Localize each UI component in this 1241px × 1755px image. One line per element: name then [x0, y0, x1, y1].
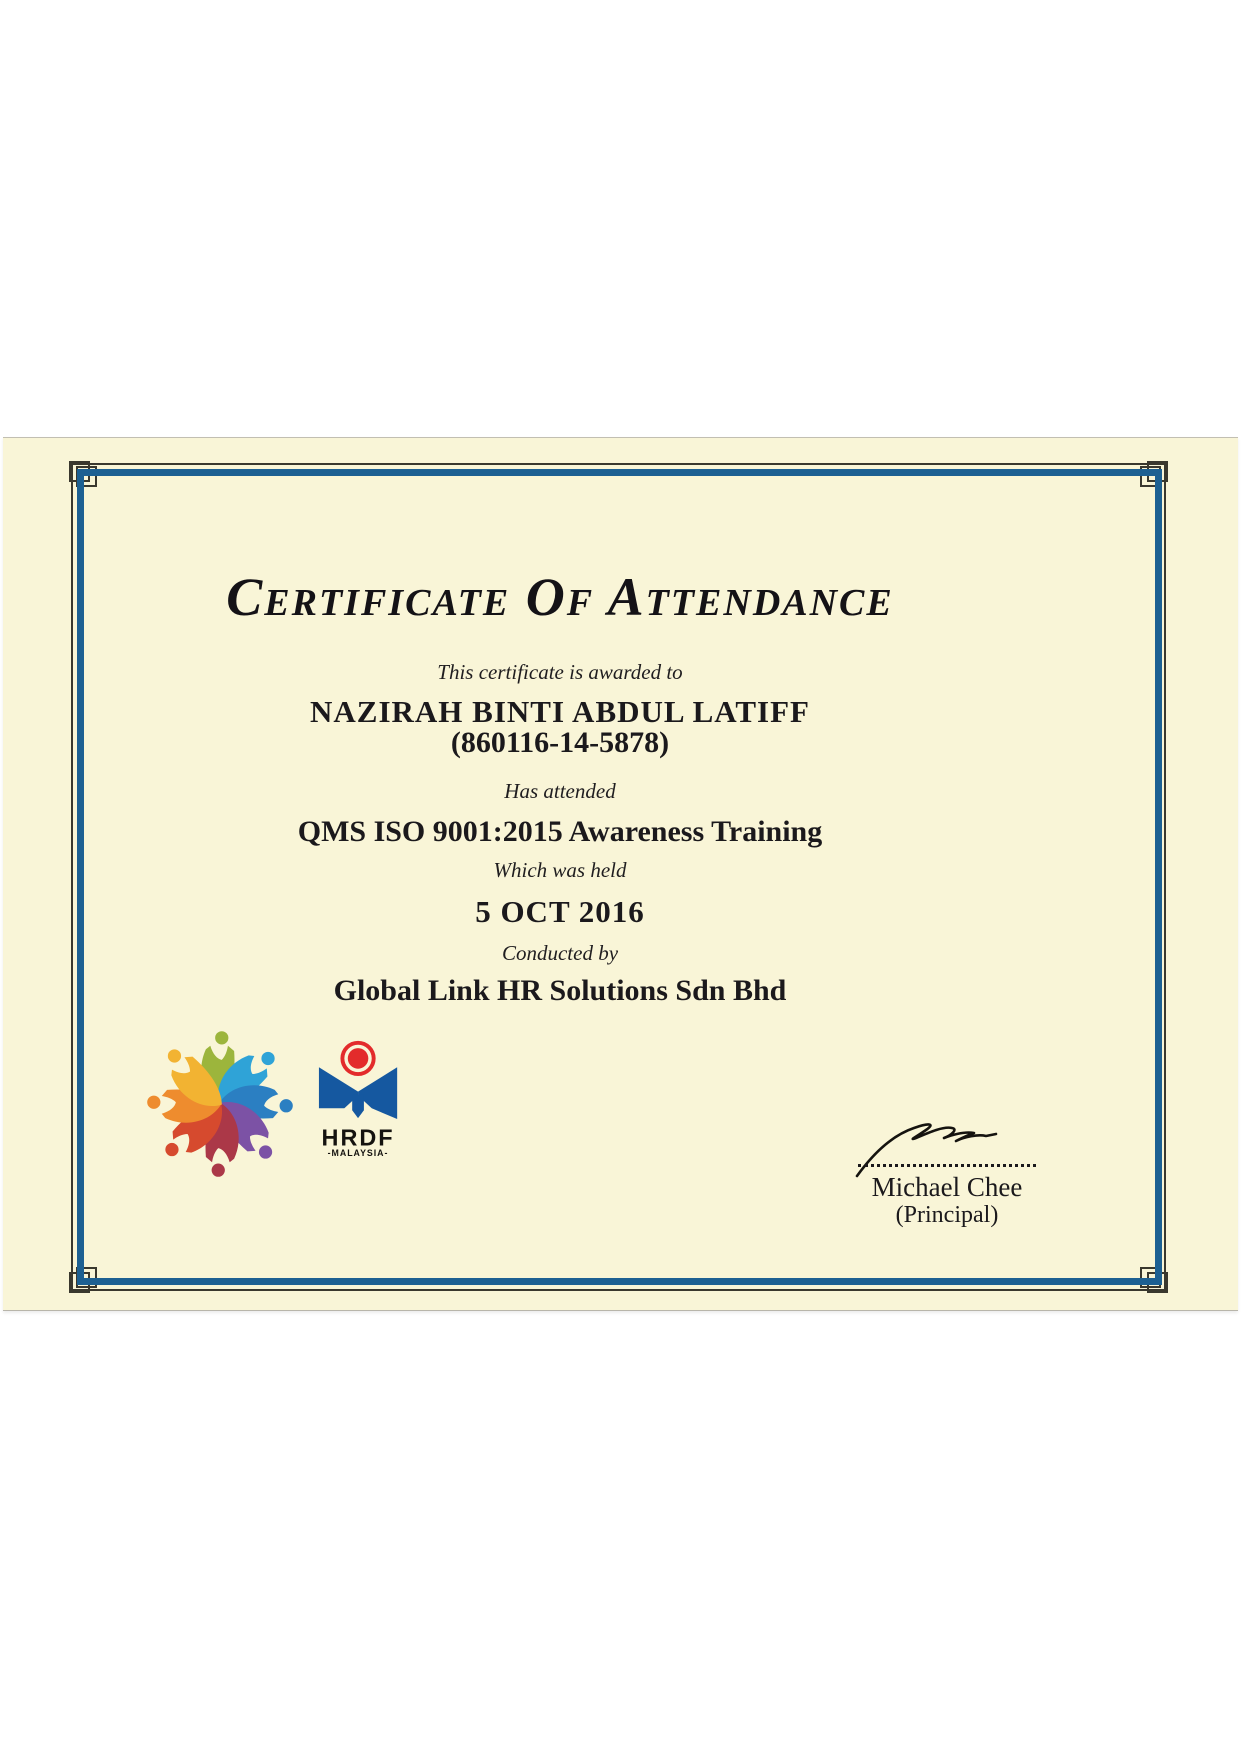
certificate-paper	[3, 437, 1238, 1311]
attended-label: Has attended	[504, 779, 616, 803]
held-label: Which was held	[493, 858, 627, 882]
hrdf-caption-text: -MALAYSIA-	[327, 1148, 389, 1159]
certificate-title: Certificate Of Attendance	[226, 567, 894, 627]
hrdf-logo-icon	[301, 1033, 419, 1165]
course-title: QMS ISO 9001:2015 Awareness Training	[297, 815, 823, 848]
conducted-by-label: Conducted by	[501, 941, 619, 965]
signature-dotted-line	[858, 1138, 1036, 1167]
recipient-name: NAZIRAH BINTI ABDUL LATIFF	[310, 694, 810, 729]
hrdf-acronym-text: HRDF	[321, 1124, 395, 1151]
signatory-title: (Principal)	[895, 1202, 999, 1228]
awarded-to-label: This certificate is awarded to	[437, 660, 683, 684]
signatory-name: Michael Chee	[871, 1172, 1023, 1202]
people-pinwheel-logo-icon	[145, 1029, 295, 1179]
recipient-id: (860116-14-5878)	[450, 726, 670, 759]
event-date: 5 OCT 2016	[475, 894, 645, 929]
organizer-name: Global Link HR Solutions Sdn Bhd	[333, 974, 787, 1007]
